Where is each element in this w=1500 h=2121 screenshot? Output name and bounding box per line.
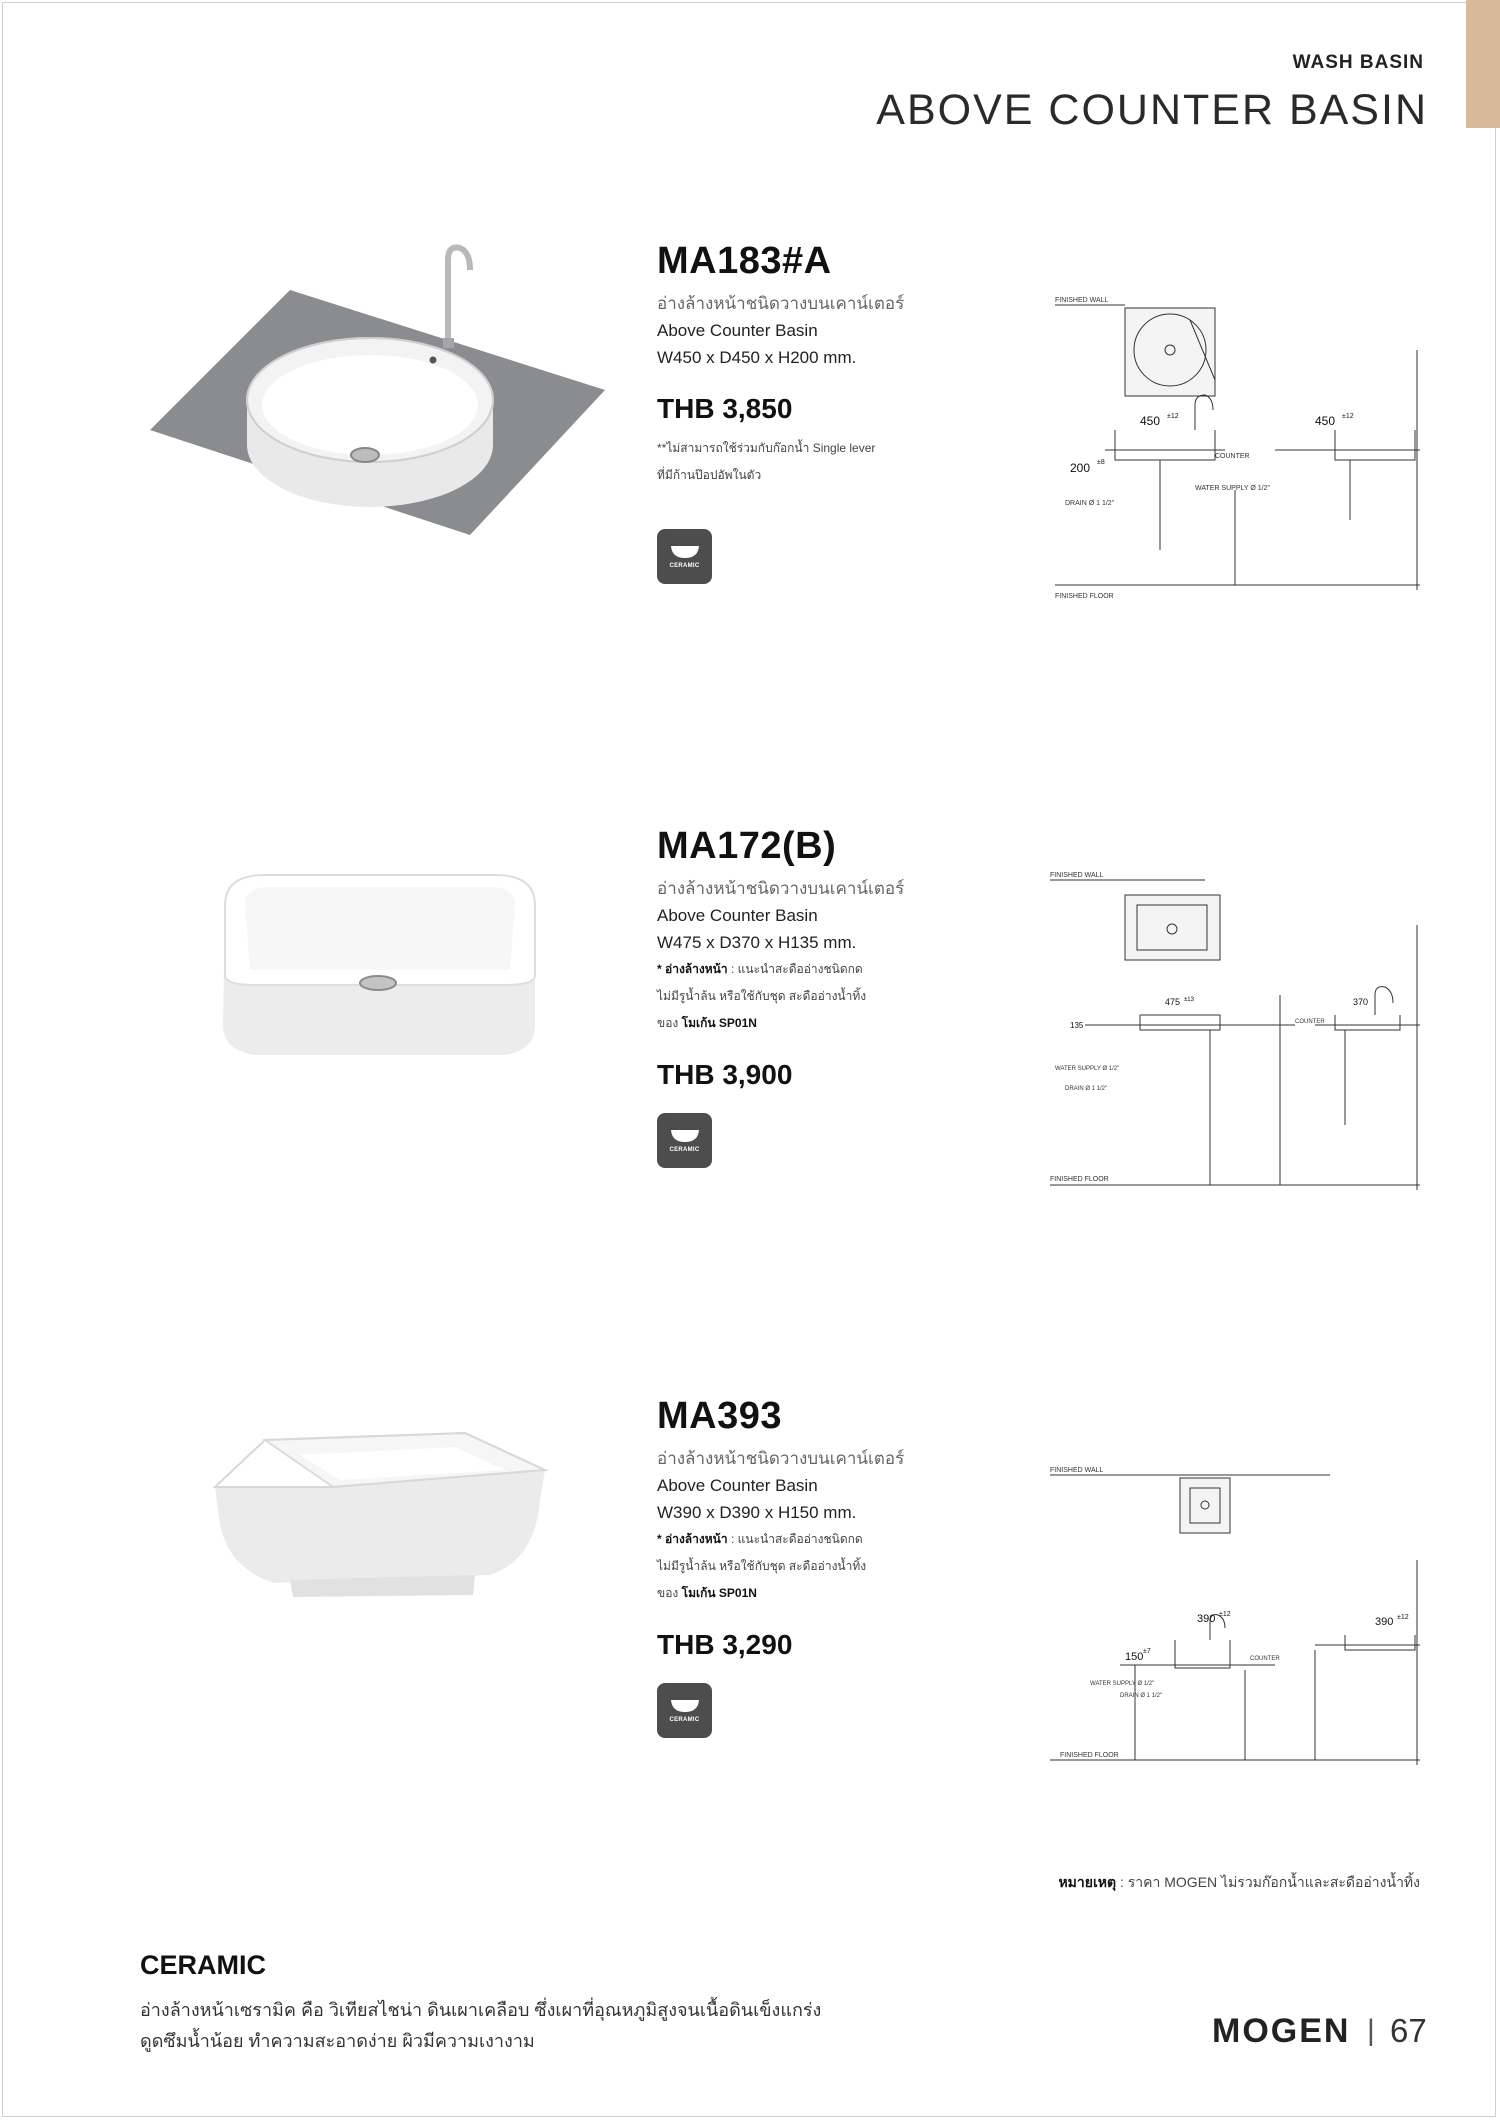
ceramic-description-line: อ่างล้างหน้าเซรามิค คือ วิเทียสไชน่า ดินเผาเคลือบ ซึ่งเผาที่อุณหภูมิสูงจนเนื้อดินเข็งแกร่ง	[140, 2000, 822, 2020]
ceramic-description	[140, 1995, 900, 2057]
diagram-label: FINISHED WALL	[1050, 872, 1104, 879]
product-price: THB 3,900	[657, 1059, 793, 1090]
product-name: Above Counter Basin	[657, 1476, 818, 1495]
footnote-label: หมายเหตุ	[1058, 1874, 1117, 1890]
page-title: ABOVE COUNTER BASIN	[876, 86, 1428, 134]
product-code: MA393	[657, 1395, 782, 1437]
diagram-tolerance: ±12	[1219, 1611, 1231, 1618]
product-photo	[130, 240, 610, 540]
ceramic-badge	[657, 1683, 712, 1738]
footnote-text: : ราคา MOGEN ไม่รวมก๊อกน้ำและสะดืออ่างน้ำทิ้ง	[1116, 1874, 1420, 1890]
ceramic-badge	[657, 1113, 712, 1168]
product-dimensions: W450 x D450 x H200 mm.	[657, 348, 857, 367]
product-photo	[205, 865, 555, 1085]
product-note-line: **ไม่สามารถใช้ร่วมกับก๊อกน้ำ Single lever	[657, 441, 876, 455]
product-code: MA172(B)	[657, 825, 837, 867]
diagram-dimension: 200	[1070, 461, 1091, 475]
badge-label: CERAMIC	[669, 563, 700, 569]
product-name: Above Counter Basin	[657, 321, 818, 340]
technical-drawing	[1045, 290, 1430, 615]
diagram-dimension: 475	[1165, 997, 1181, 1007]
technical-drawing	[1045, 865, 1430, 1195]
category-label: WASH BASIN	[1292, 52, 1424, 73]
product-note-line: ที่มีก้านป๊อปอัพในตัว	[657, 468, 762, 482]
diagram-label: FINISHED FLOOR	[1055, 593, 1114, 600]
note-text: ของ	[657, 1586, 679, 1600]
diagram-label: COUNTER	[1250, 1656, 1280, 1662]
product-code: MA183#A	[657, 240, 832, 282]
brand-logo: MOGEN	[1212, 2012, 1351, 2050]
product-dimensions: W475 x D370 x H135 mm.	[657, 933, 857, 952]
product-price: THB 3,290	[657, 1629, 793, 1660]
note-bold: * อ่างล้างหน้า	[657, 962, 728, 976]
technical-drawing	[1045, 1460, 1430, 1770]
footer-separator: |	[1367, 2014, 1375, 2047]
product-thai-name: อ่างล้างหน้าชนิดวางบนเคาน์เตอร์	[657, 294, 905, 313]
diagram-dimension: 150	[1125, 1651, 1144, 1663]
price-footnote	[1058, 1872, 1420, 1894]
product-price: THB 3,850	[657, 393, 793, 424]
diagram-tolerance: ±8	[1097, 459, 1105, 466]
product-thai-name: อ่างล้างหน้าชนิดวางบนเคาน์เตอร์	[657, 1449, 905, 1468]
product-note-line: ไม่มีรูน้ำล้น หรือใช้กับชุด สะดืออ่างน้ำทิ้ง	[657, 1559, 867, 1573]
diagram-tolerance: ±12	[1397, 1614, 1409, 1621]
note-text: ของ	[657, 1016, 679, 1030]
product-info	[657, 1395, 977, 1738]
diagram-dimension: 370	[1353, 997, 1369, 1007]
diagram-dimension: 450	[1315, 414, 1336, 428]
diagram-label: DRAIN Ø 1 1/2"	[1065, 1086, 1108, 1092]
ceramic-badge	[657, 529, 712, 584]
diagram-label: FINISHED WALL	[1055, 297, 1109, 304]
product-ma393	[0, 1395, 1500, 1795]
product-info	[657, 825, 977, 1168]
diagram-tolerance: ±13	[1184, 997, 1194, 1003]
note-text: : แนะนำสะดืออ่างชนิดกด	[727, 1532, 863, 1546]
diagram-label: FINISHED FLOOR	[1050, 1176, 1109, 1183]
diagram-label: COUNTER	[1295, 1019, 1325, 1025]
diagram-label: WATER SUPPLY Ø 1/2"	[1090, 1681, 1155, 1687]
diagram-label: DRAIN Ø 1 1/2"	[1120, 1693, 1163, 1699]
product-photo	[205, 1425, 555, 1625]
diagram-dimension: 390	[1197, 1613, 1216, 1625]
product-note-line	[657, 1010, 977, 1037]
basin-icon	[670, 544, 700, 560]
product-ma183a	[0, 240, 1500, 660]
product-note-line	[657, 1526, 977, 1553]
note-bold: * อ่างล้างหน้า	[657, 1532, 728, 1546]
product-note-line	[657, 1580, 977, 1607]
ceramic-section-title: CERAMIC	[140, 1950, 266, 1980]
badge-label: CERAMIC	[669, 1147, 700, 1153]
product-ma172b	[0, 825, 1500, 1225]
diagram-label: FINISHED WALL	[1050, 1467, 1104, 1474]
diagram-label: COUNTER	[1215, 453, 1250, 460]
diagram-dimension: 390	[1375, 1616, 1394, 1628]
badge-label: CERAMIC	[669, 1717, 700, 1723]
basin-icon	[670, 1128, 700, 1144]
note-model: โมเก้น SP01N	[681, 1586, 757, 1600]
diagram-tolerance: ±12	[1167, 413, 1179, 420]
note-text: : แนะนำสะดืออ่างชนิดกด	[727, 962, 863, 976]
product-info	[657, 240, 977, 584]
product-note-line	[657, 956, 977, 983]
diagram-label: FINISHED FLOOR	[1060, 1752, 1119, 1759]
diagram-label: WATER SUPPLY Ø 1/2"	[1055, 1066, 1120, 1072]
diagram-label: WATER SUPPLY Ø 1/2"	[1195, 485, 1270, 492]
diagram-tolerance: ±7	[1143, 1648, 1151, 1655]
product-dimensions: W390 x D390 x H150 mm.	[657, 1503, 857, 1522]
ceramic-description-line: ดูดซึมน้ำน้อย ทำความสะอาดง่าย ผิวมีความเงางาม	[140, 2031, 535, 2051]
page-number: 67	[1390, 2012, 1427, 2049]
diagram-label: DRAIN Ø 1 1/2"	[1065, 500, 1115, 507]
diagram-dimension: 135	[1070, 1021, 1084, 1030]
product-thai-name: อ่างล้างหน้าชนิดวางบนเคาน์เตอร์	[657, 879, 905, 898]
diagram-dimension: 450	[1140, 414, 1161, 428]
note-model: โมเก้น SP01N	[681, 1016, 757, 1030]
basin-icon	[670, 1698, 700, 1714]
product-name: Above Counter Basin	[657, 906, 818, 925]
diagram-tolerance: ±12	[1342, 413, 1354, 420]
section-tab	[1466, 0, 1500, 128]
product-note-line: ไม่มีรูน้ำล้น หรือใช้กับชุด สะดืออ่างน้ำทิ้ง	[657, 989, 867, 1003]
